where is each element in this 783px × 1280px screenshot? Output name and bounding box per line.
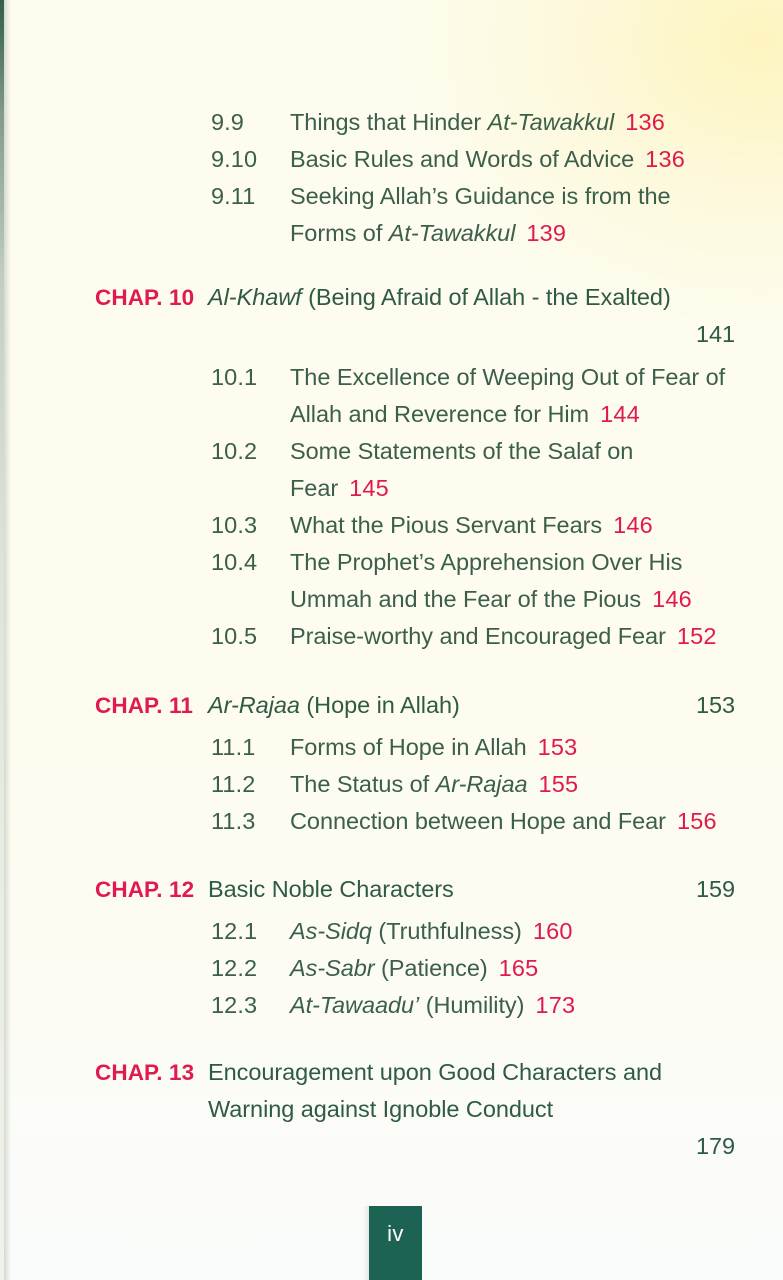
section-number: 11.1	[211, 734, 256, 760]
chapter-label: CHAP. 12	[95, 877, 195, 902]
section-number: 12.2	[211, 955, 258, 981]
section-title-italic: As-Sidq	[290, 918, 372, 944]
section-title-text: Some Statements of the Salaf on Fear	[290, 438, 634, 501]
toc-section-row[interactable]	[0, 618, 783, 655]
chapter-page-number: 141	[695, 321, 735, 347]
section-title	[290, 766, 735, 803]
toc-section-row[interactable]	[0, 987, 783, 1024]
page-number: 173	[535, 992, 576, 1018]
chapter-page-number: 179	[695, 1133, 735, 1159]
section-title-text: (Truthfulness)	[371, 918, 522, 944]
toc-section-row[interactable]	[0, 544, 783, 618]
toc-section-row[interactable]	[0, 729, 783, 766]
section-title	[290, 433, 735, 507]
toc-section-row[interactable]	[0, 766, 783, 803]
section-number: 12.3	[211, 992, 258, 1018]
toc-section-row[interactable]	[0, 359, 783, 433]
chapter-title-text: (Being Afraid of Allah - the Exalted)	[301, 284, 671, 310]
section-title-italic: At-Tawaadu’	[290, 992, 420, 1018]
section-title-italic: At-Tawakkul	[388, 220, 516, 246]
chapter-title	[208, 871, 735, 908]
page-number: 136	[625, 109, 665, 135]
section-title-text: Things that Hinder	[290, 109, 488, 135]
toc-section-row[interactable]	[0, 950, 783, 987]
section-title-text: Seeking Allah’s Guidance is from the Forms of	[290, 183, 671, 246]
section-number: 9.9	[211, 109, 244, 135]
chapter-label: CHAP. 10	[95, 285, 195, 310]
section-number: 11.3	[211, 808, 256, 834]
chapter-label: CHAP. 11	[95, 693, 193, 718]
chapter-title	[208, 1054, 735, 1165]
section-number: 10.3	[211, 512, 258, 538]
chapter-page-number: 153	[695, 692, 735, 718]
section-title-text: What the Pious Servant Fears	[290, 512, 603, 538]
section-title-italic: As-Sabr	[290, 955, 375, 981]
page-number: 136	[645, 146, 685, 172]
toc-section-row[interactable]	[0, 433, 783, 507]
page-number: 146	[652, 586, 692, 612]
section-number: 10.4	[211, 549, 258, 575]
section-title	[290, 141, 735, 178]
toc-chapter-row[interactable]	[0, 871, 783, 908]
page-number: 144	[600, 401, 640, 427]
section-title-italic: At-Tawakkul	[487, 109, 615, 135]
section-title	[290, 950, 735, 987]
toc-chapter-row[interactable]	[0, 687, 783, 724]
section-number: 10.5	[211, 623, 258, 649]
section-number: 10.1	[211, 364, 258, 390]
chapter-title	[208, 279, 735, 353]
section-title	[290, 178, 735, 252]
chapter-title-text: Basic Noble Characters	[208, 876, 454, 902]
page-number: 152	[676, 623, 717, 649]
page-number: 146	[613, 512, 653, 538]
section-title	[290, 104, 735, 141]
section-title-text: (Patience)	[374, 955, 488, 981]
section-title-text: Basic Rules and Words of Advice	[290, 146, 635, 172]
section-title	[290, 544, 735, 618]
toc-section-row[interactable]	[0, 803, 783, 840]
chapter-title-italic: Al-Khawf	[208, 284, 302, 310]
page-number: 156	[676, 808, 717, 834]
chapter-title	[208, 687, 735, 724]
toc-chapter-row[interactable]	[0, 1054, 783, 1165]
section-title	[290, 803, 735, 840]
section-number: 11.2	[211, 771, 256, 797]
section-title	[290, 987, 735, 1024]
section-title-text: The Prophet’s Apprehension Over His Ummah and the Fear of the Pious	[290, 549, 683, 612]
chapter-page-number: 159	[695, 876, 735, 902]
page-number: 160	[532, 918, 573, 944]
toc-section-row[interactable]	[0, 104, 783, 141]
chapter-title-italic: Ar-Rajaa	[208, 692, 300, 718]
toc-chapter-row[interactable]	[0, 279, 783, 353]
section-number: 12.1	[211, 918, 258, 944]
section-title-text: Forms of Hope in Allah	[290, 734, 527, 760]
section-title-text: Connection between Hope and Fear	[290, 808, 666, 834]
section-number: 9.11	[211, 183, 256, 209]
folio-page-tab	[369, 1206, 422, 1280]
section-number: 10.2	[211, 438, 258, 464]
page-number: 153	[537, 734, 578, 760]
toc-section-row[interactable]	[0, 507, 783, 544]
chapter-label: CHAP. 13	[95, 1060, 195, 1085]
toc-section-row[interactable]	[0, 141, 783, 178]
folio-number: iv	[387, 1221, 404, 1246]
section-title-text: The Status of	[290, 771, 436, 797]
section-title	[290, 913, 735, 950]
chapter-title-text: (Hope in Allah)	[299, 692, 460, 718]
section-title	[290, 507, 735, 544]
section-title	[290, 359, 735, 433]
chapter-title-text: Encouragement upon Good Characters and Warning against Ignoble Conduct	[208, 1059, 663, 1122]
section-title	[290, 729, 735, 766]
section-title	[290, 618, 735, 655]
section-number: 9.10	[211, 146, 258, 172]
toc-section-row[interactable]	[0, 913, 783, 950]
page-number: 139	[526, 220, 567, 246]
section-title-text: (Humility)	[419, 992, 525, 1018]
section-title-text: The Excellence of Weeping Out of Fear of Allah and Reverence for Him	[290, 364, 726, 427]
page-number: 155	[538, 771, 579, 797]
section-title-text: Praise-worthy and Encouraged Fear	[290, 623, 666, 649]
page-number: 165	[498, 955, 539, 981]
page-number: 145	[349, 475, 389, 501]
section-title-italic: Ar-Rajaa	[435, 771, 528, 797]
toc-section-row[interactable]	[0, 178, 783, 252]
